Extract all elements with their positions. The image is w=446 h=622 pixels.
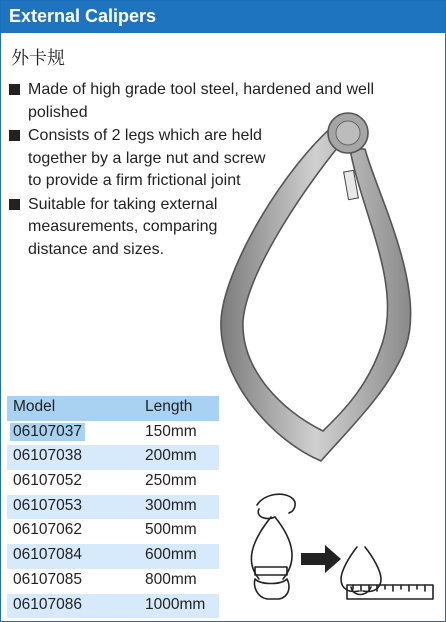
length-cell: 1000mm (145, 595, 206, 613)
feature-text: Consists of 2 legs which are held together by a large nut and screw to provide a firm frictional joint (28, 127, 266, 189)
model-cell: 06107085 (13, 570, 82, 588)
length-cell: 300mm (145, 496, 197, 514)
length-cell: 600mm (145, 546, 197, 564)
model-cell: 06107037 (10, 423, 85, 441)
model-cell: 06107086 (13, 595, 82, 613)
column-header-model: Model (13, 398, 56, 415)
feature-text: Made of high grade tool steel, hardened and well polished (28, 81, 375, 121)
column-header-length: Length (145, 398, 193, 415)
length-cell: 150mm (145, 422, 197, 440)
title-bar (1, 1, 445, 33)
table-row[interactable] (7, 569, 219, 594)
chinese-title: 外卡规 (11, 48, 65, 69)
model-table (7, 396, 219, 618)
table-row[interactable] (7, 470, 219, 495)
model-cell: 06107084 (13, 546, 82, 564)
page-title: External Calipers (9, 6, 157, 26)
model-cell: 06107062 (13, 521, 82, 539)
table-row[interactable] (7, 519, 219, 544)
table-header-row (7, 396, 219, 421)
length-cell: 500mm (145, 521, 197, 539)
bullet-square-icon (9, 84, 20, 95)
table-row[interactable] (7, 594, 219, 619)
length-cell: 250mm (145, 472, 197, 490)
length-cell: 200mm (145, 447, 197, 465)
table-row[interactable] (7, 445, 219, 470)
model-cell: 06107038 (13, 447, 82, 465)
table-row[interactable] (7, 495, 219, 520)
usage-diagram-icon (237, 487, 437, 612)
caliper-illustration-icon (213, 111, 443, 491)
bullet-square-icon (9, 199, 20, 210)
model-cell: 06107052 (13, 472, 82, 490)
length-cell: 800mm (145, 570, 197, 588)
table-row[interactable] (7, 421, 219, 446)
model-cell: 06107053 (13, 496, 82, 514)
table-row[interactable] (7, 544, 219, 569)
feature-text: Suitable for taking external measurements, comparing distance and sizes. (28, 195, 218, 258)
bullet-square-icon (9, 130, 20, 141)
